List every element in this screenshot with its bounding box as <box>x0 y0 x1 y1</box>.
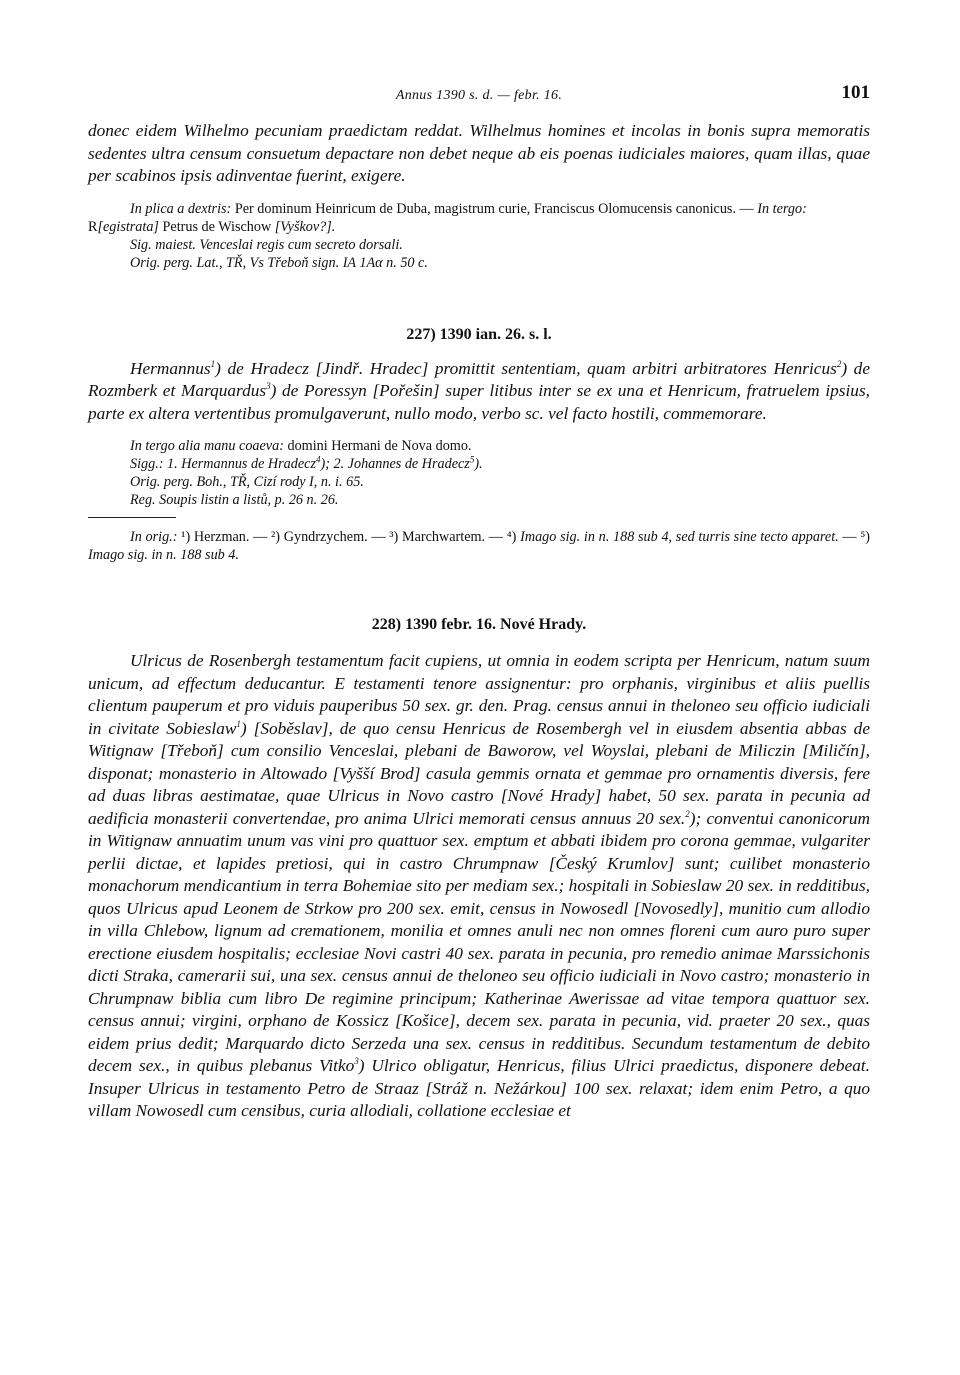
doc-227-note-2: Sigg.: 1. Hermannus de Hradecz$^4$); 2. Johannes de Hradecz$^5$). <box>130 454 483 472</box>
doc-227-text: Hermannus$^1$) de Hradecz [Jindř. Hradec] promittit sententiam, quam arbitri arbitratores Henricus$^2$) de Rozmberk et Marquardus$^3$) de Poressyn [Pořešin] super litibus inter se ex una et Henricum, fratruelem ipsius, parte ex altera vertentibus promulgaverunt, nullo modo, verbo sc. vel facto hostili, commemorare. <box>88 358 870 423</box>
running-title: Annus 1390 s. d. — febr. 16. <box>395 88 563 103</box>
doc-227-heading: 227) 1390 ian. 26. s. l. <box>406 325 552 343</box>
running-head <box>88 82 870 112</box>
doc-227-notes <box>88 437 870 509</box>
doc-227-note-3: Orig. perg. Boh., TŘ, Cizí rody I, n. i. 65. <box>130 474 364 490</box>
doc-227-note-4: Reg. Soupis listin a listů, p. 26 n. 26. <box>130 492 339 508</box>
prev-doc-notes <box>88 200 870 272</box>
doc-227-footnotes: In orig.: ¹) Herzman. — ²) Gyndrzychem. — ³) Marchwartem. — ⁴) Imago sig. in n. 188 sub 4, sed turris sine tecto apparet. — ⁵) Imago sig. in n. 188 sub 4. <box>88 529 871 563</box>
prev-doc-note-2: Sig. maiest. Venceslai regis cum secreto dorsali. <box>130 236 403 253</box>
prev-doc-note-3: Orig. perg. Lat., TŘ, Vs Třeboň sign. IA 1Aα n. 50 c. <box>130 254 428 271</box>
prev-doc-text: donec eidem Wilhelmo pecuniam praedictam reddat. Wilhelmus homines et incolas in bonis supra memoratis sedentes ultra censum consuetum depactare non debet neque ab eis poenas iudiciales maiores, quam illas, quae per scabinos ipsis adinventae fuerint, exigere. <box>88 121 870 185</box>
doc-228-text: Ulricus de Rosenbergh testamentum facit cupiens, ut omnia in eodem scripta per Henricum, natum suum unicum, ad effectum deducantur. E testamenti tenore assignentur: pro orphanis, virginibus et aliis puellis clientum pauperum et pro viduis pauperibus 50 sex. gr. den. Prag. census annui in theloneo seu officio iudiciali in civitate Sobieslaw$^1$) [Soběslav], de quo censu Henricus de Rosembergh vel in eiusdem absentia abbas de Witignaw [Třeboň] cum consilio Venceslai, plebani de Baworow, vel Woyslai, plebani de Miliczin [Miličín], disponat; monasterio in Altowado [Vyšší Brod] casula gemmis ornata et gemmae pro ornamentis diversis, fere ad duas libras aestimatae, quae Ulricus in Novo castro [Nové Hrady] habet, 50 sex. parata in pecunia ad aedificia monasterii convertendae, pro anima Ulrici memorati census annuus 20 sex.$^2$); conventui canonicorum in Witignaw annuatim unum vas vini pro quattuor sex. emptum et abbati ibidem pro corona gemmae, vulgariter perlii dictae, et lapides pretiosi, qui in castro Chrumpnaw [Český Krumlov] sunt; cuilibet monasterio monachorum mendicantium in terra Bohemiae sito per mediam sex.; hospitali in Sobieslaw 20 sex. in redditibus, quos Ulricus apud Leonem de Strkow pro 200 sex. emit, census in Nowosedl [Novosedly], munitio cum allodio in villa Chlebow, lignum ad cremationem, monilia et omnes anuli nec non omnes floreni cum auro puro super erectione eiusdem hospitalis; ecclesiae Novi castri 40 sex. parata in pecunia, pro remedio animae Marssichonis dicti Straka, camerarii sui, una sex. census annui de theloneo seu officio iudiciali in Novo castro; monasterio in Chrumpnaw biblia cum libro De regimine principum; Katherinae Awerissae ad vitae tempora quattuor sex. census annui; virgini, orphano de Kossicz [Košice], decem sex. parata in pecunia, vid. praeter 20 sex., quas eidem prius dedit; Marquardo dicto Serzeda una sex. census in redditibus. Secundum testamentum de debito decem sex., in quibus plebanus Vitko$^3$) Ulrico obligatur, Henricus, filius Ulrici praedictus, disponere debeat. Insuper Ulricus in testamento Petro de Straaz [Stráž n. Nežárkou] 100 sex. relaxat; idem enim Petro, a quo villam Nowosedl cum censibus, curia allodiali, collatione ecclesiae et <box>88 651 870 1120</box>
prev-doc-note-1: In plica a dextris: Per dominum Heinricum de Duba, magistrum curie, Franciscus Olomucensis canonicus. — In tergo: R[egistrata] Petrus de Wischow [Vyškov?]. <box>88 200 807 235</box>
page-number: 101 <box>841 82 870 103</box>
page <box>88 82 870 1123</box>
doc-228-heading: 228) 1390 febr. 16. Nové Hrady. <box>371 616 587 633</box>
footnote-rule <box>88 517 176 518</box>
doc-227-note-1: In tergo alia manu coaeva: domini Hermani de Nova domo. <box>130 438 472 454</box>
